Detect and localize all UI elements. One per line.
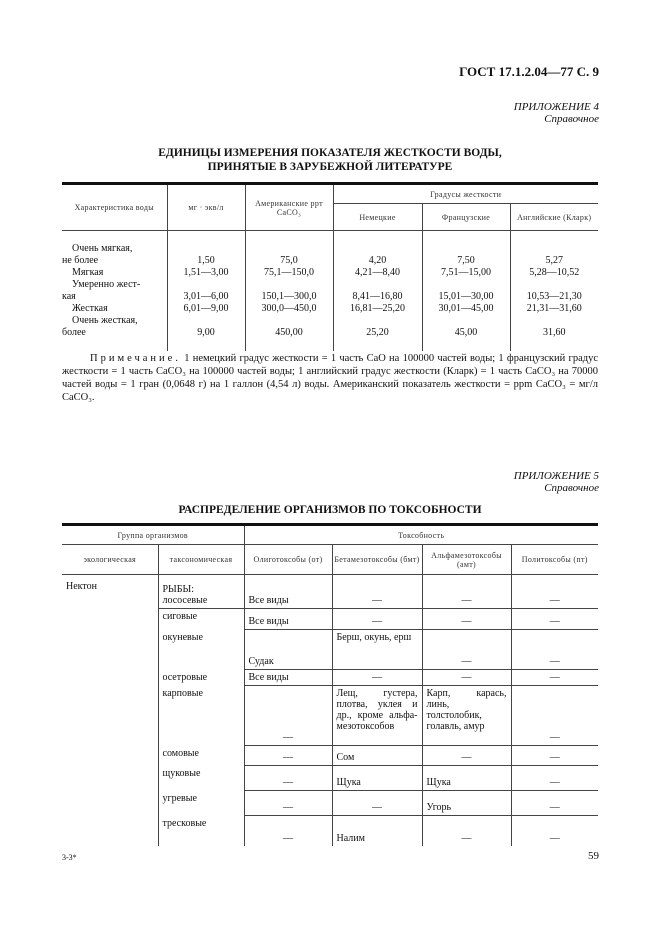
cell: 4,20 bbox=[333, 255, 422, 267]
cell: 5,28—10,52 bbox=[510, 267, 598, 279]
taxon bbox=[158, 609, 244, 630]
col-header: мг · экв/л bbox=[167, 184, 245, 231]
cell: 5,27 bbox=[510, 255, 598, 267]
taxon-label: тресковые bbox=[162, 817, 207, 829]
col-header: Английские (Кларк) bbox=[510, 204, 598, 231]
taxon bbox=[158, 575, 244, 609]
cell: Угорь bbox=[422, 791, 511, 816]
col-header: Альфамезотоксобы (амт) bbox=[422, 545, 511, 575]
cell: — bbox=[332, 575, 422, 609]
cell: Карп, карась, линь, толстолобик, голавль, амур bbox=[422, 686, 511, 746]
taxon bbox=[158, 816, 244, 846]
cell: — bbox=[332, 791, 422, 816]
row-label: кая bbox=[62, 291, 76, 302]
page-header: ГОСТ 17.1.2.04—77 С. 9 bbox=[459, 64, 599, 79]
taxon-label: угревые bbox=[162, 792, 197, 804]
taxon bbox=[158, 670, 244, 686]
cell: — bbox=[422, 746, 511, 766]
row-label: Очень жесткая, bbox=[72, 315, 138, 326]
row-label: Мягкая bbox=[72, 267, 104, 278]
footer-mark: 3-3* bbox=[62, 853, 77, 862]
cell: — bbox=[511, 766, 598, 791]
cell: — bbox=[422, 670, 511, 686]
cell: 75,1—150,0 bbox=[245, 267, 333, 279]
eco-group: Нектон bbox=[62, 575, 158, 846]
cell: 3,01—6,00 bbox=[167, 291, 245, 303]
table-row bbox=[62, 575, 598, 609]
note-paragraph bbox=[62, 352, 598, 404]
row-label: не более bbox=[62, 255, 99, 266]
cell: — bbox=[244, 686, 332, 746]
cell: — bbox=[511, 630, 598, 670]
note-text: 1 немецкий градус жесткости = 1 часть CaO на 100000 частей воды; 1 французский градус жесткости = 1 часть CaCO₃ на 100000 частей воды; 1 английский градус жесткости (Кларк) = 1 часть CaCO₃ на 70000 частей воды = 1 гран (0,0648 г) на 1 галлон (4,54 л) воды. Американский показатель жесткости = ppm CaCO₃ = мг/л CaCO₃. bbox=[62, 353, 598, 403]
page-number: 59 bbox=[588, 850, 599, 862]
taxon bbox=[158, 766, 244, 791]
title-line: ПРИНЯТЫЕ В ЗАРУБЕЖНОЙ ЛИТЕРАТУРЕ bbox=[207, 161, 453, 173]
cell: 6,01—9,00 bbox=[167, 303, 245, 315]
fish-label: РЫБЫ: bbox=[162, 584, 195, 595]
taxon-label: окуневые bbox=[162, 631, 203, 643]
cell: — bbox=[511, 670, 598, 686]
cell: — bbox=[422, 609, 511, 630]
table2-title: РАСПРЕДЕЛЕНИЕ ОРГАНИЗМОВ ПО ТОКСОБНОСТИ bbox=[178, 504, 482, 516]
taxon bbox=[158, 746, 244, 766]
col-header: экологическая bbox=[62, 545, 158, 575]
cell: — bbox=[511, 746, 598, 766]
col-header: Характеристика воды bbox=[62, 184, 167, 231]
cell: Щука bbox=[422, 766, 511, 791]
taxon-label: сомовые bbox=[162, 747, 199, 759]
cell: Налим bbox=[332, 816, 422, 846]
col-header: Олиготоксобы (от) bbox=[244, 545, 332, 575]
cell: Берш, окунь, ерш bbox=[332, 630, 422, 670]
cell: 7,51—15,00 bbox=[422, 267, 510, 279]
cell: — bbox=[332, 670, 422, 686]
cell: 31,60 bbox=[510, 327, 598, 339]
cell: Все виды bbox=[244, 609, 332, 630]
appendix-subtitle: Справочное bbox=[544, 482, 599, 494]
cell: 1,50 bbox=[167, 255, 245, 267]
cell: 25,20 bbox=[333, 327, 422, 339]
appendix-subtitle: Справочное bbox=[544, 113, 599, 125]
appendix-title: ПРИЛОЖЕНИЕ 4 bbox=[513, 101, 599, 113]
col-header: Французские bbox=[422, 204, 510, 231]
taxon bbox=[158, 791, 244, 816]
cell: 15,01—30,00 bbox=[422, 291, 510, 303]
toxobity-table bbox=[62, 523, 598, 846]
taxon bbox=[158, 686, 244, 746]
col-header: Политоксобы (пт) bbox=[511, 545, 598, 575]
cell: 300,0—450,0 bbox=[245, 303, 333, 315]
cell: — bbox=[332, 609, 422, 630]
cell: — bbox=[244, 816, 332, 846]
cell: — bbox=[244, 791, 332, 816]
cell: Все виды bbox=[244, 575, 332, 609]
cell: — bbox=[511, 575, 598, 609]
row-label: более bbox=[62, 327, 86, 338]
table-row bbox=[62, 303, 598, 315]
row-label: Очень мягкая, bbox=[72, 243, 133, 254]
row-label: Умеренно жест- bbox=[72, 279, 141, 290]
taxon-label: осетровые bbox=[162, 671, 208, 683]
table-row bbox=[62, 267, 598, 279]
col-header: таксономическая bbox=[158, 545, 244, 575]
cell: — bbox=[422, 630, 511, 670]
cell: 8,41—16,80 bbox=[333, 291, 422, 303]
taxon bbox=[158, 630, 244, 670]
cell: 30,01—45,00 bbox=[422, 303, 510, 315]
table1-title bbox=[62, 146, 598, 174]
taxon-label: щуковые bbox=[162, 767, 201, 779]
cell: Щука bbox=[332, 766, 422, 791]
cell: — bbox=[511, 816, 598, 846]
cell: 7,50 bbox=[422, 255, 510, 267]
cell: 16,81—25,20 bbox=[333, 303, 422, 315]
cell: 4,21—8,40 bbox=[333, 267, 422, 279]
cell: 150,1—300,0 bbox=[245, 291, 333, 303]
appendix-title: ПРИЛОЖЕНИЕ 5 bbox=[513, 470, 599, 482]
cell: — bbox=[511, 791, 598, 816]
row-label: Жесткая bbox=[72, 303, 108, 314]
cell: 45,00 bbox=[422, 327, 510, 339]
cell: — bbox=[511, 609, 598, 630]
col-header: Американские ppт CaCO₃ bbox=[245, 184, 333, 231]
table-row bbox=[62, 327, 598, 339]
table-row bbox=[62, 291, 598, 303]
cell: — bbox=[422, 816, 511, 846]
taxon-label: карповые bbox=[162, 687, 203, 699]
cell: Судак bbox=[244, 630, 332, 670]
appendix-5 bbox=[514, 470, 599, 494]
cell: 75,0 bbox=[245, 255, 333, 267]
hardness-units-table bbox=[62, 182, 598, 351]
cell: — bbox=[511, 686, 598, 746]
col-header: Градусы жесткости bbox=[333, 184, 598, 204]
appendix-4 bbox=[514, 101, 599, 125]
cell: 450,00 bbox=[245, 327, 333, 339]
cell: — bbox=[422, 575, 511, 609]
col-header: Группа организмов bbox=[62, 525, 244, 545]
cell: Сом bbox=[332, 746, 422, 766]
col-header: Бетамезотоксобы (бмт) bbox=[332, 545, 422, 575]
cell: 9,00 bbox=[167, 327, 245, 339]
cell: — bbox=[244, 766, 332, 791]
cell: Лещ, густера, плотва, уклея и др., кроме альфа-мезотоксобов bbox=[332, 686, 422, 746]
taxon-label: лососевые bbox=[162, 595, 208, 606]
note-label: Примечание. bbox=[90, 353, 181, 364]
taxon-label: сиговые bbox=[162, 611, 198, 622]
cell: 1,51—3,00 bbox=[167, 267, 245, 279]
cell: 10,53—21,30 bbox=[510, 291, 598, 303]
col-header: Токсобность bbox=[244, 525, 598, 545]
cell: 21,31—31,60 bbox=[510, 303, 598, 315]
col-header: Немецкие bbox=[333, 204, 422, 231]
cell: Все виды bbox=[244, 670, 332, 686]
cell: — bbox=[244, 746, 332, 766]
title-line: ЕДИНИЦЫ ИЗМЕРЕНИЯ ПОКАЗАТЕЛЯ ЖЕСТКОСТИ ВОДЫ, bbox=[158, 147, 502, 159]
table-row bbox=[62, 255, 598, 267]
